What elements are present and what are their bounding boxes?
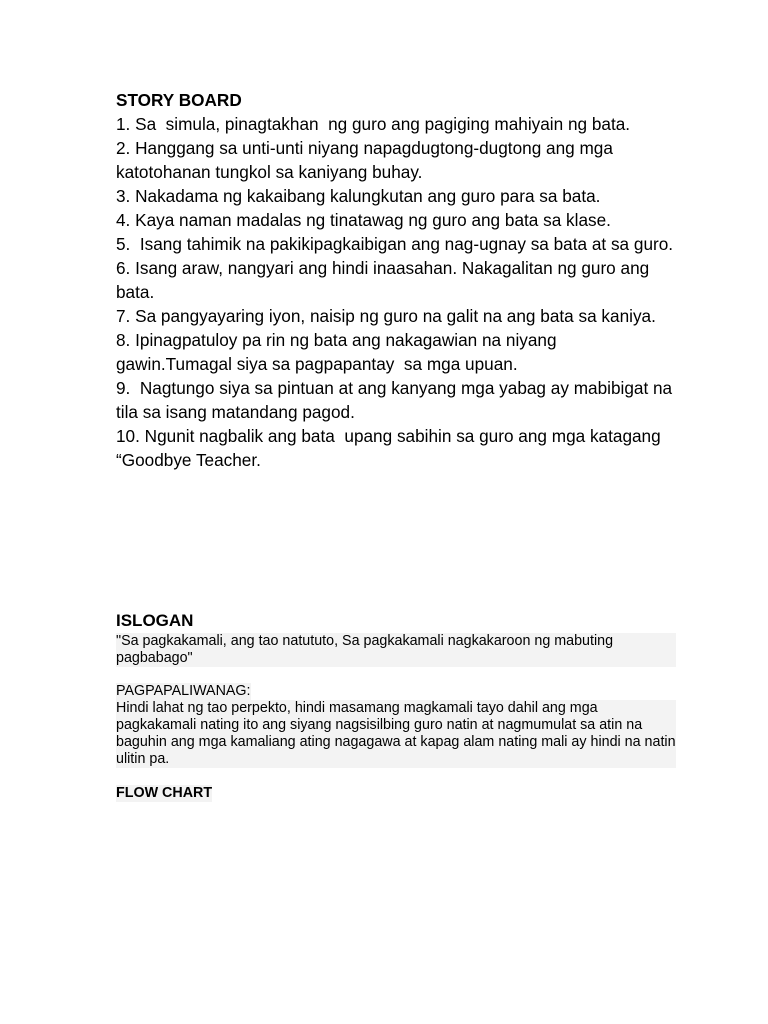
storyboard-item: 1. Sa simula, pinagtakhan ng guro ang pagiging mahiyain ng bata. (116, 114, 631, 134)
storyboard-item: 7. Sa pangyayaring iyon, naisip ng guro na galit na ang bata sa kaniya. (116, 306, 656, 326)
flowchart-title: FLOW CHART (116, 785, 213, 801)
storyboard-item: 9. Nagtungo siya sa pintuan at ang kanyang mga yabag ay mabibigat na tila sa isang matandang pagod. (116, 378, 677, 422)
storyboard-item: 3. Nakadama ng kakaibang kalungkutan ang guro para sa bata. (116, 186, 601, 206)
slogan-section (116, 610, 676, 802)
storyboard-item: 8. Ipinagpatuloy pa rin ng bata ang nakagawian na niyang gawin.Tumagal siya sa pagpapantay sa mga upuan. (116, 330, 562, 374)
storyboard-section (116, 88, 676, 472)
storyboard-item: 10. Ngunit nagbalik ang bata upang sabihin sa guro ang mga katagang “Goodbye Teacher. (116, 426, 666, 470)
storyboard-item: 4. Kaya naman madalas ng tinatawag ng guro ang bata sa klase. (116, 210, 611, 230)
explanation-text: Hindi lahat ng tao perpekto, hindi masamang magkamali tayo dahil ang mga pagkakamali nating ito ang siyang nagsisilbing guro natin at nagmumulat sa atin na baguhin ang mga kamaliang ating nagagawa at kapag alam nating mali ay hindi na natin ulitin pa. (116, 700, 676, 767)
slogan-title: ISLOGAN (116, 611, 194, 630)
storyboard-item: 5. Isang tahimik na pakikipagkaibigan ang nag-ugnay sa bata at sa guro. (116, 234, 674, 254)
slogan-text: "Sa pagkakamali, ang tao natututo, Sa pagkakamali nagkakaroon ng mabuting pagbabago" (116, 633, 676, 667)
explanation-label: PAGPAPALIWANAG: (116, 683, 251, 699)
storyboard-title: STORY BOARD (116, 90, 242, 110)
storyboard-item: 2. Hanggang sa unti-unti niyang napagdugtong-dugtong ang mga katotohanan tungkol sa kaniyang buhay. (116, 138, 618, 182)
storyboard-item: 6. Isang araw, nangyari ang hindi inaasahan. Nakagalitan ng guro ang bata. (116, 258, 654, 302)
